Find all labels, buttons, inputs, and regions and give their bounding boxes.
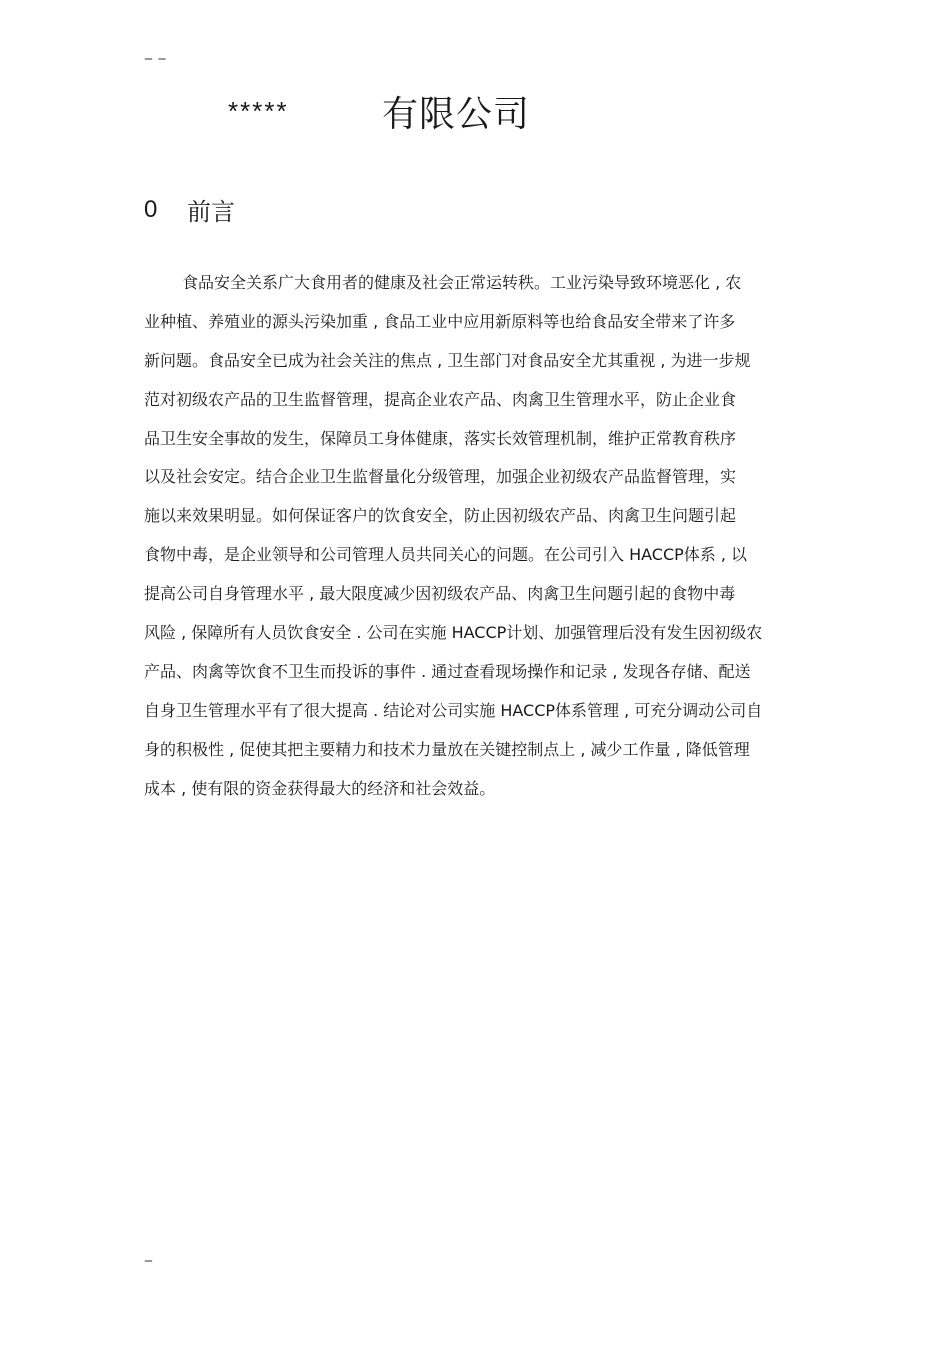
- paragraph-line: 范对初级农产品的卫生监督管理，提高企业农产品、肉禽卫生管理水平，防止企业食: [144, 389, 737, 409]
- paragraph-line: 提高公司自身管理水平 , 最大限度减少因初级农产品、肉禽卫生问题引起的食物中毒: [144, 584, 736, 604]
- paragraph-line: 以及社会安定。结合企业卫生监督量化分级管理，加强企业初级农产品监督管理，实: [144, 467, 737, 487]
- company-name-placeholder: *****: [228, 95, 289, 126]
- page-header-mark: _ _: [145, 44, 167, 60]
- page-footer-mark: _: [145, 1246, 152, 1262]
- company-title: [228, 86, 530, 136]
- paragraph-line: 身的积极性 , 促使其把主要精力和技术力量放在关键控制点上 , 减少工作量 , 降低管理: [144, 739, 750, 759]
- paragraph-line: 成本 , 使有限的资金获得最大的经济和社会效益。: [144, 778, 496, 798]
- paragraph-line: 新问题。食品安全已成为社会关注的焦点 , 卫生部门对食品安全尤其重视 , 为进一步规: [144, 350, 751, 370]
- paragraph-line: 施以来效果明显。如何保证客户的饮食安全，防止因初级农产品、肉禽卫生问题引起: [144, 506, 737, 526]
- preface-paragraph: [144, 272, 864, 816]
- paragraph-line: 食品安全关系广大食用者的健康及社会正常运转秩。工业污染导致环境恶化 , 农: [182, 273, 742, 292]
- company-name-suffix: 有限公司: [382, 93, 531, 135]
- paragraph-line: 品卫生安全事故的发生，保障员工身体健康，落实长效管理机制，维护正常教育秩序: [144, 428, 737, 448]
- paragraph-line: 食物中毒，是企业领导和公司管理人员共同关心的问题。在公司引入 HACCP体系 , 以: [144, 545, 748, 565]
- paragraph-line: 风险 , 保障所有人员饮食安全 . 公司在实施 HACCP计划、加强管理后没有发生因初级农: [144, 623, 763, 643]
- section-heading: [144, 192, 235, 227]
- paragraph-line: 产品、肉禽等饮食不卫生而投诉的事件 . 通过查看现场操作和记录 , 发现各存储、配送: [144, 661, 751, 681]
- section-number: 0: [144, 195, 158, 223]
- paragraph-line: 自身卫生管理水平有了很大提高 . 结论对公司实施 HACCP体系管理 , 可充分调动公司自: [144, 700, 763, 720]
- paragraph-line: 业种植、养殖业的源头污染加重 , 食品工业中应用新原料等也给食品安全带来了许多: [144, 311, 736, 331]
- section-title: 前言: [187, 198, 235, 226]
